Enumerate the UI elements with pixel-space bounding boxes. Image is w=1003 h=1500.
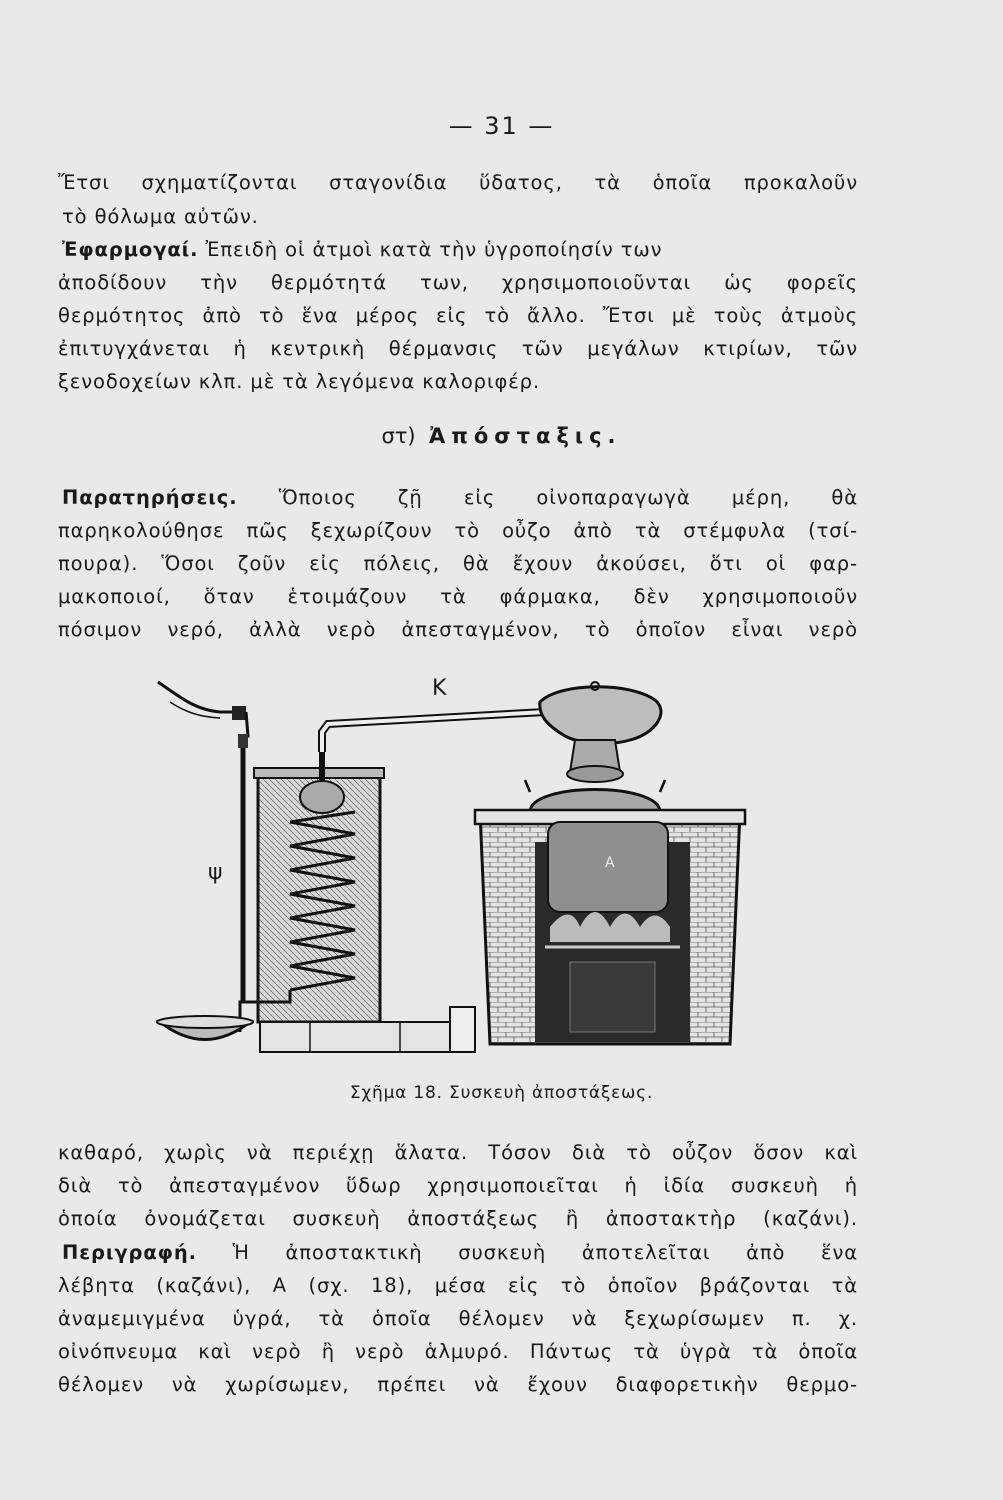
applications-line-2: ἀποδίδουν τὴν θερμότητά των, χρησιμοποιοῦνται ὡς φορεῖς <box>58 271 858 294</box>
figure-caption: Σχῆμα 18. Συσκευὴ ἀποστάξεως. <box>349 1083 654 1103</box>
after-figure-line-3: ὁποία ὀνομάζεται συσκευὴ ἀποστάξεως ἢ ἀποστακτὴρ (καζάνι). <box>58 1207 858 1230</box>
observations-line-3: πουρα). Ὅσοι ζοῦν εἰς πόλεις, θὰ ἔχουν ἀκούσει, ὅτι οἱ φαρ- <box>58 552 858 575</box>
applications-line-4: ἐπιτυγχάνεται ἡ κεντρικὴ θέρμανσις τῶν μεγάλων κτιρίων, τῶν <box>58 337 858 360</box>
section-heading <box>0 424 1003 448</box>
after-figure-line-2: διὰ τὸ ἀπεσταγμένον ὕδωρ χρησιμοποιεῖται ἡ ἰδία συσκευὴ ἡ <box>58 1174 858 1197</box>
observations-line-1 <box>62 485 858 511</box>
applications-line-3: θερμότητος ἀπὸ τὸ ἕνα μέρος εἰς τὸ ἄλλο. Ἔτσι μὲ τοὺς ἀτμοὺς <box>58 304 858 327</box>
intro-line-2: τὸ θόλωμα αὐτῶν. <box>62 205 259 228</box>
description-line-2: λέβητα (καζάνι), Α (σχ. 18), μέσα εἰς τὸ ὁποῖον βράζονται τὰ <box>58 1274 858 1297</box>
distillation-apparatus-illustration <box>150 672 870 1062</box>
applications-line-1 <box>62 237 858 263</box>
page-number: — 31 — <box>448 112 555 140</box>
applications-line-5: ξενοδοχείων κλπ. μὲ τὰ λεγόμενα καλοριφέρ. <box>58 370 541 393</box>
description-line-1 <box>62 1240 858 1266</box>
after-figure-line-1: καθαρό, χωρὶς νὰ περιέχῃ ἅλατα. Τόσον διὰ τὸ οὖζον ὅσον καὶ <box>58 1141 858 1164</box>
description-title: Περιγραφή. <box>62 1241 197 1264</box>
applications-text-1: Ἐπειδὴ οἱ ἀτμοὶ κατὰ τὴν ὑγροποίησίν των <box>198 238 663 261</box>
observations-text-1: Ὅποιος ζῇ εἰς οἰνοπαραγωγὰ μέρη, θὰ <box>237 486 858 509</box>
label-a: Α <box>605 855 615 871</box>
description-line-4: οἰνόπνευμα καὶ νερὸ ἢ νερὸ ἁλμυρό. Πάντως τὰ ὑγρὰ τὰ ὁποῖα <box>58 1340 858 1363</box>
intro-line-1: Ἔτσι σχηματίζονται σταγονίδια ὕδατος, τὰ ὁποῖα προκαλοῦν <box>58 171 858 194</box>
observations-line-4: μακοποιοί, ὅταν ἑτοιμάζουν τὰ φάρμακα, δὲν χρησιμοποιοῦν <box>58 585 858 608</box>
label-psi: ψ <box>208 860 223 885</box>
description-line-5: θέλομεν νὰ χωρίσωμεν, πρέπει νὰ ἔχουν διαφορετικὴν θερμο- <box>58 1373 858 1396</box>
description-line-3: ἀναμεμιγμένα ὑγρά, τὰ ὁποῖα θέλομεν νὰ ξεχωρίσωμεν π. χ. <box>58 1307 858 1330</box>
observations-line-2: παρηκολούθησε πῶς ξεχωρίζουν τὸ οὖζο ἀπὸ τὰ στέμφυλα (τσί- <box>58 519 858 542</box>
observations-line-5: πόσιμον νερό, ἀλλὰ νερὸ ἀπεσταγμένον, τὸ ὁποῖον εἶναι νερὸ <box>58 618 858 641</box>
section-prefix: στ) <box>381 424 416 448</box>
description-text-1: Ἡ ἀποστακτικὴ συσκευὴ ἀποτελεῖται ἀπὸ ἕνα <box>196 1241 858 1264</box>
observations-title: Παρατηρήσεις. <box>62 486 238 509</box>
label-k: Κ <box>432 676 447 701</box>
section-title: Ἀπόσταξις. <box>429 424 622 448</box>
distillation-figure <box>150 672 870 1062</box>
applications-title: Ἐφαρμογαί. <box>62 238 199 261</box>
